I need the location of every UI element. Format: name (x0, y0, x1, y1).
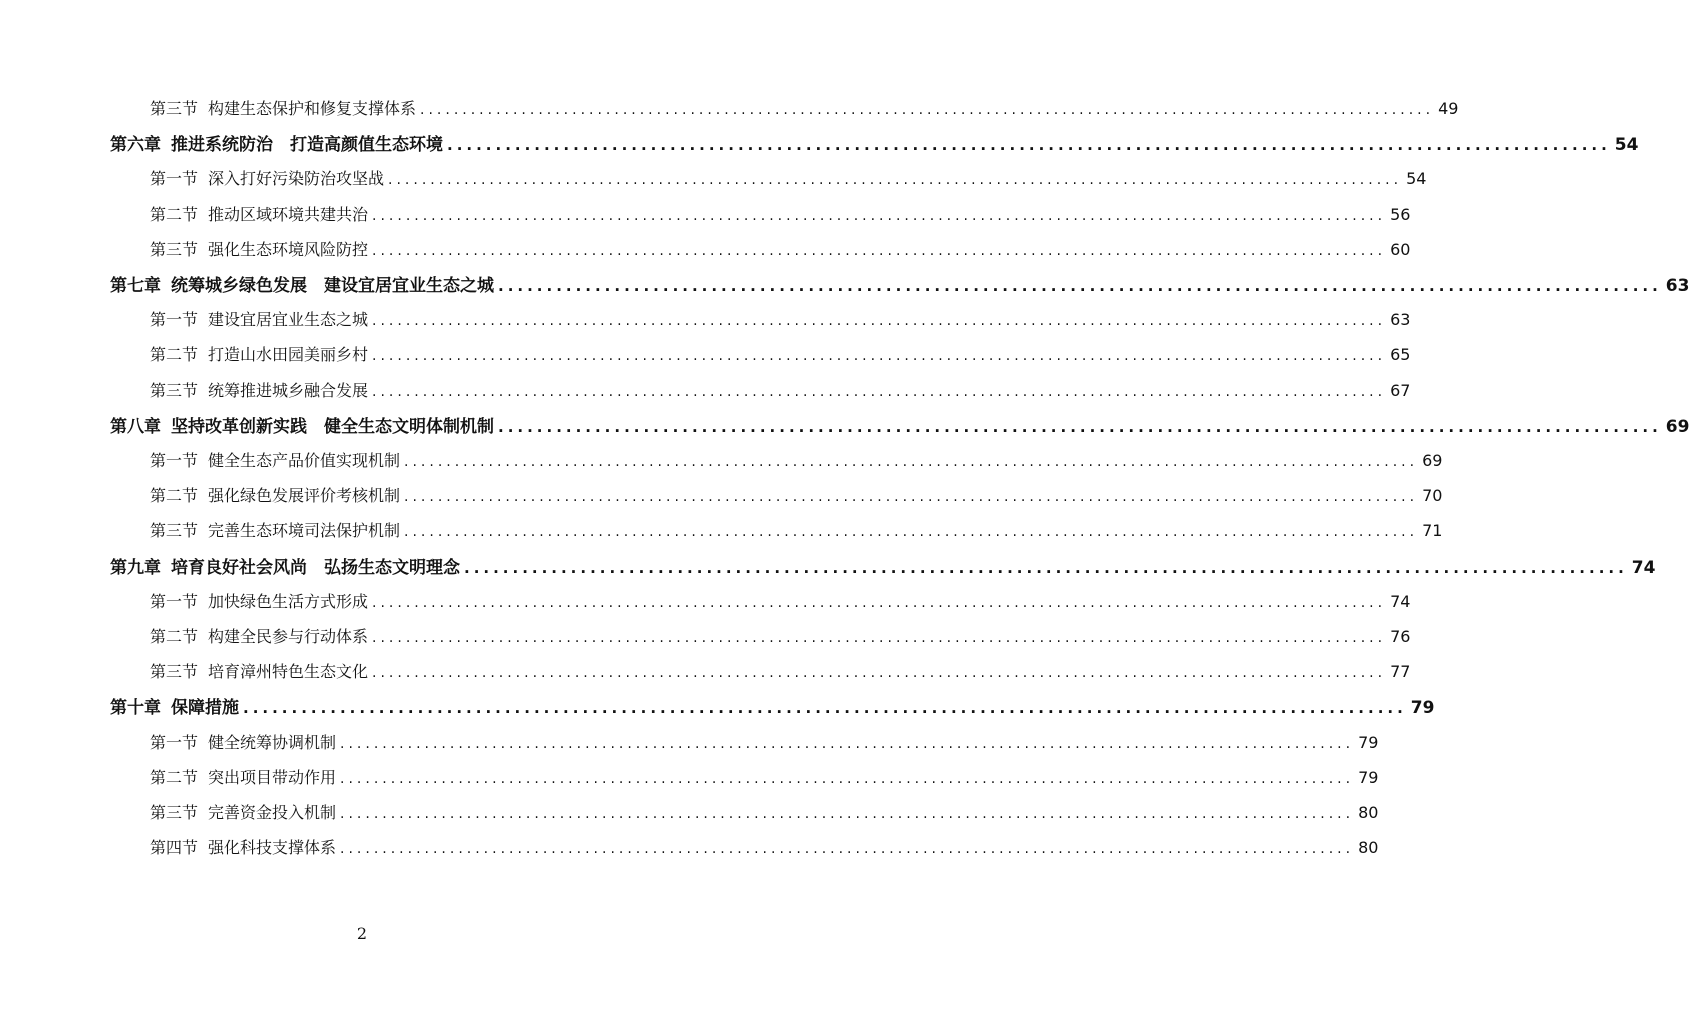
toc-entry-label (150, 483, 400, 506)
toc-section-entry[interactable] (0, 583, 1411, 618)
toc-entry-label (110, 412, 494, 437)
toc-leader-dots: ........................................................................................................................ (372, 313, 1387, 330)
toc-page-number: 79 (1358, 767, 1379, 787)
toc-leader-dots: ........................................................................................................................ (372, 665, 1387, 682)
toc-entry-label (110, 553, 460, 578)
toc-page-number: 63 (1665, 276, 1689, 296)
toc-section-entry[interactable] (0, 160, 1427, 195)
toc-leader-dots: ........................................................................................................................ (404, 489, 1419, 506)
toc-entry-title: 深入打好污染防治攻坚战 (208, 169, 385, 189)
toc-entry-title: 构建生态保护和修复支撑体系 (208, 99, 417, 118)
toc-entry-line (150, 378, 1411, 401)
toc-leader-dots: ........................................................................................................................ (447, 136, 1611, 155)
toc-entry-label (150, 378, 368, 401)
toc-entry-label (150, 448, 400, 471)
toc-entry-label (150, 342, 368, 365)
toc-entry-label (110, 693, 239, 718)
toc-page-number: 80 (1358, 803, 1379, 822)
toc-section-entry[interactable] (0, 794, 1379, 829)
toc-entry-title: 建设宜居宜业生态之城 (208, 310, 369, 330)
toc-entry-line (110, 693, 1435, 719)
toc-leader-dots: ........................................................................................................................ (464, 558, 1628, 577)
toc-leader-dots: ........................................................................................................................ (388, 172, 1403, 189)
toc-page-number: 79 (1410, 698, 1435, 719)
toc-entry-title: 推进系统防治 打造高颜值生态环境 (171, 135, 443, 156)
toc-section-entry[interactable] (0, 759, 1379, 794)
toc-section-entry[interactable] (0, 442, 1443, 477)
toc-entry-label (150, 202, 368, 225)
toc-leader-dots: ........................................................................................................................ (372, 630, 1387, 646)
toc-leader-dots: ........................................................................................................................ (498, 277, 1662, 295)
toc-section-entry[interactable] (0, 90, 1459, 125)
toc-entry-title: 加快绿色生活方式形成 (208, 591, 369, 611)
toc-entry-title: 健全生态产品价值实现机制 (208, 451, 401, 470)
toc-chapter-entry[interactable] (0, 266, 1689, 301)
toc-entry-title: 保障措施 (171, 698, 239, 719)
toc-section-entry[interactable] (0, 724, 1379, 759)
toc-entry-number: 第三节 (150, 521, 199, 541)
toc-entry-label (150, 659, 368, 682)
toc-entry-line (150, 800, 1379, 823)
toc-entry-number: 第三节 (150, 803, 199, 822)
toc-page-number: 76 (1390, 627, 1411, 646)
toc-page-number: 63 (1390, 310, 1411, 330)
toc-chapter-entry[interactable] (0, 125, 1639, 160)
toc-entry-line (150, 237, 1411, 260)
toc-entry-number: 第三节 (150, 380, 199, 400)
toc-entry-line (110, 553, 1656, 578)
toc-entry-number: 第二节 (150, 345, 199, 365)
toc-entry-title: 突出项目带动作用 (208, 767, 337, 787)
toc-entry-number: 第一节 (150, 169, 199, 189)
toc-leader-dots: ........................................................................................................................ (372, 348, 1387, 365)
toc-entry-label (150, 166, 384, 189)
toc-entry-line (150, 518, 1443, 541)
toc-entry-line (150, 765, 1379, 788)
toc-leader-dots: ........................................................................................................................ (420, 102, 1435, 118)
toc-entry-line (150, 307, 1411, 330)
toc-entry-title: 培育良好社会风尚 弘扬生态文明理念 (171, 557, 460, 578)
toc-leader-dots: ........................................................................................................................ (498, 417, 1662, 436)
toc-chapter-entry[interactable] (0, 548, 1656, 583)
toc-entry-title: 培育漳州特色生态文化 (208, 662, 369, 682)
toc-entry-label (150, 589, 368, 612)
toc-leader-dots: ........................................................................................................................ (404, 524, 1419, 541)
toc-entry-title: 构建全民参与行动体系 (208, 627, 369, 646)
toc-section-entry[interactable] (0, 196, 1411, 231)
toc-entry-title: 强化绿色发展评价考核机制 (208, 486, 401, 506)
toc-leader-dots: ........................................................................................................................ (404, 454, 1419, 470)
toc-page-number: 71 (1422, 521, 1443, 541)
toc-entry-line (150, 483, 1443, 506)
toc-page-number: 60 (1390, 239, 1411, 259)
toc-chapter-entry[interactable] (0, 407, 1689, 442)
toc-page-number: 49 (1438, 99, 1459, 118)
toc-leader-dots: ........................................................................................................................ (243, 699, 1407, 718)
toc-section-entry[interactable] (0, 653, 1411, 688)
toc-entry-label (150, 518, 400, 541)
toc-page-number: 65 (1390, 345, 1411, 365)
toc-section-entry[interactable] (0, 336, 1411, 371)
toc-page-number: 69 (1665, 416, 1689, 437)
toc-section-entry[interactable] (0, 372, 1411, 407)
toc-page-number: 56 (1390, 204, 1411, 224)
toc-entry-number: 第三节 (150, 239, 199, 259)
toc-entry-title: 强化科技支撑体系 (208, 838, 337, 858)
toc-entry-line (110, 271, 1689, 296)
toc-entry-number: 第十章 (110, 698, 161, 719)
toc-entry-label (110, 271, 494, 296)
toc-entry-line (110, 412, 1689, 437)
toc-entry-number: 第七章 (110, 276, 161, 296)
toc-page-number: 74 (1631, 557, 1656, 578)
toc-entry-number: 第六章 (110, 135, 161, 156)
toc-entry-number: 第二节 (150, 486, 199, 506)
toc-page-number: 69 (1422, 451, 1443, 470)
toc-entry-label (150, 96, 416, 119)
toc-entry-line (150, 624, 1411, 647)
page-number: 2 (356, 924, 368, 943)
toc-leader-dots: ........................................................................................................................ (340, 735, 1355, 752)
toc-leader-dots: ........................................................................................................................ (372, 594, 1387, 611)
toc-entry-number: 第三节 (150, 99, 199, 118)
toc-page-number: 54 (1614, 135, 1639, 156)
toc-entry-line (150, 589, 1411, 612)
toc-section-entry[interactable] (0, 829, 1379, 864)
toc-entry-title: 统筹城乡绿色发展 建设宜居宜业生态之城 (171, 276, 494, 296)
toc-entry-line (150, 202, 1411, 225)
toc-entry-title: 坚持改革创新实践 健全生态文明体制机制 (171, 416, 494, 437)
toc-entry-label (110, 130, 443, 155)
toc-entry-line (150, 342, 1411, 365)
toc-entry-title: 打造山水田园美丽乡村 (208, 345, 369, 365)
toc-entry-line (150, 96, 1459, 119)
toc-page-number: 77 (1390, 662, 1411, 682)
toc-chapter-entry[interactable] (0, 688, 1435, 723)
toc-entry-title: 健全统筹协调机制 (208, 732, 337, 752)
toc-entry-number: 第一节 (150, 732, 199, 752)
toc-entry-line (150, 448, 1443, 471)
toc-entry-line (110, 130, 1639, 156)
toc-leader-dots: ........................................................................................................................ (372, 383, 1387, 400)
toc-page-number: 80 (1358, 838, 1379, 858)
toc-entry-number: 第四节 (150, 838, 199, 858)
toc-entry-label (150, 730, 336, 753)
toc-page-number: 54 (1406, 169, 1427, 189)
toc-entry-title: 完善生态环境司法保护机制 (208, 521, 401, 541)
toc-leader-dots: ........................................................................................................................ (372, 207, 1387, 224)
toc-entry-number: 第二节 (150, 767, 199, 787)
toc-section-entry[interactable] (0, 512, 1443, 547)
toc-page-number: 79 (1358, 732, 1379, 752)
toc-section-entry[interactable] (0, 301, 1411, 336)
toc-entry-number: 第一节 (150, 451, 199, 470)
toc-entry-number: 第九章 (110, 557, 161, 578)
toc-leader-dots: ........................................................................................................................ (340, 806, 1355, 822)
toc-section-entry[interactable] (0, 231, 1411, 266)
toc-entry-label (150, 765, 336, 788)
toc-entry-line (150, 730, 1379, 753)
toc-page-number: 67 (1390, 380, 1411, 400)
toc-entry-number: 第二节 (150, 627, 199, 646)
toc-entry-title: 统筹推进城乡融合发展 (208, 380, 369, 400)
toc-entry-label (150, 800, 336, 823)
toc-entry-label (150, 624, 368, 647)
toc-leader-dots: ........................................................................................................................ (340, 841, 1355, 858)
toc-entry-line (150, 659, 1411, 682)
toc-leader-dots: ........................................................................................................................ (340, 770, 1355, 787)
toc-page-number: 70 (1422, 486, 1443, 506)
toc-entry-number: 第二节 (150, 204, 199, 224)
toc-entry-label (150, 307, 368, 330)
toc-entry-label (150, 237, 368, 260)
toc-entry-title: 完善资金投入机制 (208, 803, 337, 822)
toc-section-entry[interactable] (0, 477, 1443, 512)
toc-entry-number: 第一节 (150, 591, 199, 611)
toc-leader-dots: ........................................................................................................................ (372, 242, 1387, 259)
toc-entry-number: 第八章 (110, 416, 161, 437)
toc-section-entry[interactable] (0, 618, 1411, 653)
toc-entry-title: 强化生态环境风险防控 (208, 239, 369, 259)
toc-entry-title: 推动区域环境共建共治 (208, 204, 369, 224)
toc-entry-line (150, 166, 1427, 189)
toc-page-number: 74 (1390, 591, 1411, 611)
toc-entry-label (150, 835, 336, 858)
toc-entry-line (150, 835, 1379, 858)
toc-entry-number: 第三节 (150, 662, 199, 682)
toc-entry-number: 第一节 (150, 310, 199, 330)
